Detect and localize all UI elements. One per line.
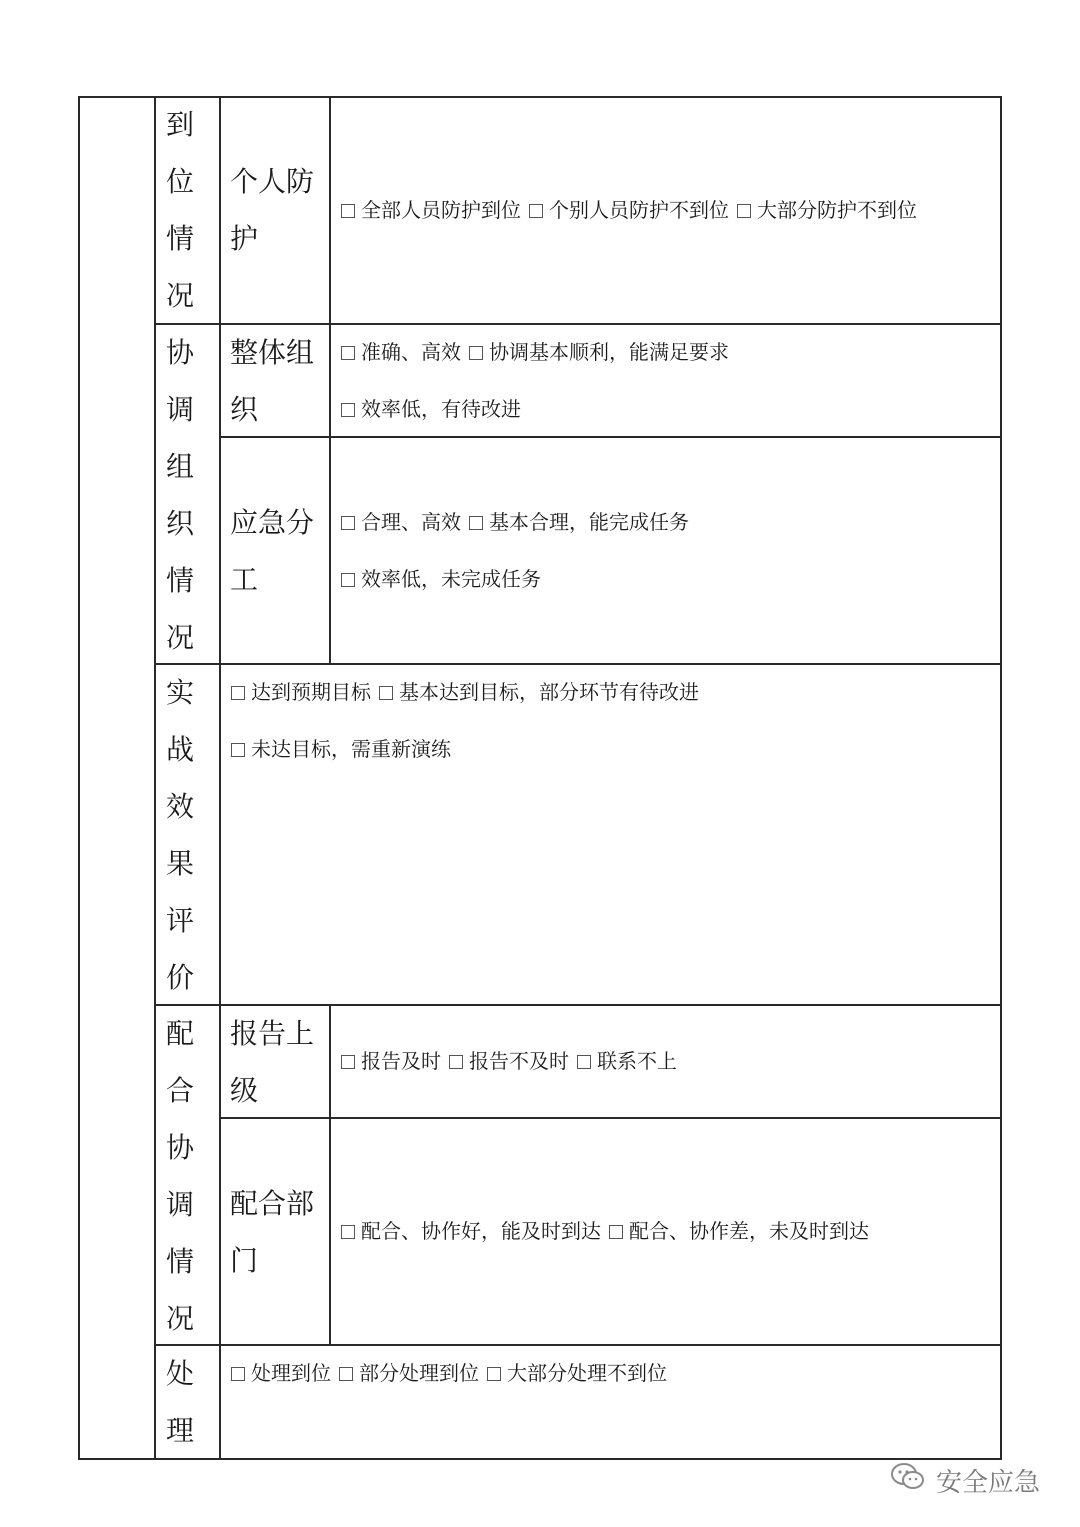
checkbox[interactable] [487,1367,501,1381]
group-label-char: 调 [165,393,194,426]
option-item[interactable] [341,551,541,608]
option-item[interactable] [341,182,521,239]
option-item[interactable] [577,1033,677,1090]
group-label-char: 协 [165,1131,194,1164]
option-item[interactable] [449,1033,569,1090]
group-label-char: 调 [165,1188,194,1221]
column-divider-2 [219,96,221,1460]
group-label-char: 理 [165,1414,194,1447]
watermark-text: 安全应急 [936,1468,1041,1498]
sub-label-cooperating-departments: 配合部门 [230,1187,315,1277]
group-label-coordination [160,324,200,666]
checkbox[interactable] [379,686,393,700]
options-cooperating-departments [341,1203,877,1260]
option-item[interactable] [231,721,451,778]
option-label: 联系不上 [597,1049,677,1073]
option-label: 处理到位 [251,1361,331,1385]
option-label: 配合、协作好，能及时到达 [361,1219,601,1243]
options-emergency-division [341,494,697,608]
checkbox[interactable] [341,346,355,360]
options-overall-organization [341,324,737,438]
checkbox[interactable] [341,1055,355,1069]
option-line [341,182,925,239]
option-item[interactable] [341,1033,441,1090]
group-label-char: 组 [165,450,194,483]
option-item[interactable] [469,324,729,381]
option-item[interactable] [341,324,461,381]
group-label-char: 情 [165,564,194,597]
checkbox[interactable] [577,1055,591,1069]
checkbox[interactable] [737,204,751,218]
group-label-char: 合 [165,1074,194,1107]
checkbox[interactable] [231,743,245,757]
sub-label-emergency-division: 应急分工 [230,506,315,596]
option-line [341,381,737,438]
group-label-char: 织 [165,507,194,540]
option-label: 效率低，未完成任务 [361,567,541,591]
option-line [341,494,697,551]
group-label-char: 协 [165,336,194,369]
option-line [341,551,697,608]
checkbox[interactable] [449,1055,463,1069]
group-label-handling [160,1345,200,1459]
checkbox[interactable] [609,1225,623,1239]
option-item[interactable] [737,182,917,239]
wechat-icon [890,1462,926,1499]
group-label-char: 况 [165,279,194,312]
checkbox[interactable] [231,686,245,700]
group-label-char: 战 [165,733,194,766]
group-label-char: 处 [165,1357,194,1390]
option-label: 报告及时 [361,1049,441,1073]
group-label-char: 到 [165,108,194,141]
option-label: 个别人员防护不到位 [549,198,729,222]
group-label-char: 评 [165,904,194,937]
option-item[interactable] [529,182,729,239]
column-divider-1 [154,96,156,1460]
option-label: 效率低，有待改进 [361,397,521,421]
group-label-char: 价 [165,961,194,994]
checkbox[interactable] [341,516,355,530]
options-personal-protection [341,182,925,239]
group-label-char: 况 [165,621,194,654]
checkbox[interactable] [469,516,483,530]
option-item[interactable] [231,1345,331,1402]
option-label: 达到预期目标 [251,680,371,704]
checkbox[interactable] [529,204,543,218]
group-label-char: 实 [165,676,194,709]
checkbox[interactable] [469,346,483,360]
checkbox[interactable] [341,1225,355,1239]
group-label-char: 位 [165,165,194,198]
group-label-cooperation [160,1005,200,1347]
sub-label-report-superior: 报告上级 [230,1017,315,1107]
table-border-right [1000,96,1002,1460]
option-line [231,664,707,721]
column-divider-3b [329,1004,331,1344]
option-label: 大部分处理不到位 [507,1361,667,1385]
watermark [890,1462,1040,1499]
group-label-char: 情 [165,1245,194,1278]
option-line [341,324,737,381]
option-label: 基本达到目标，部分环节有待改进 [399,680,699,704]
checkbox[interactable] [341,573,355,587]
sub-label-overall-organization: 整体组织 [230,336,315,426]
option-item[interactable] [379,664,699,721]
options-handling [231,1345,675,1402]
option-label: 未达目标，需重新演练 [251,737,451,761]
option-label: 合理、高效 [361,510,461,534]
option-label: 协调基本顺利，能满足要求 [489,340,729,364]
option-label: 报告不及时 [469,1049,569,1073]
column-divider-3a [329,96,331,663]
option-line [341,1033,685,1090]
checkbox[interactable] [341,204,355,218]
option-label: 全部人员防护到位 [361,198,521,222]
option-line [231,1345,675,1402]
option-item[interactable] [231,664,371,721]
row-divider-report [219,1117,1002,1119]
group-label-char: 况 [165,1302,194,1335]
option-label: 大部分防护不到位 [757,198,917,222]
option-label: 准确、高效 [361,340,461,364]
option-item[interactable] [341,1203,601,1260]
option-label: 配合、协作差，未及时到达 [629,1219,869,1243]
option-item[interactable] [609,1203,869,1260]
option-item[interactable] [339,1345,479,1402]
group-label-arrival [160,96,200,324]
option-label: 部分处理到位 [359,1361,479,1385]
option-item[interactable] [341,381,521,438]
group-label-char: 效 [165,790,194,823]
option-item[interactable] [341,494,461,551]
group-label-char: 情 [165,222,194,255]
table-border-top [78,96,1002,98]
option-item[interactable] [469,494,689,551]
table-border-left [78,96,80,1460]
group-label-effect [160,664,200,1006]
option-line [341,1203,877,1260]
options-combat-effect [231,664,707,778]
checkbox[interactable] [341,403,355,417]
group-label-char: 配 [165,1017,194,1050]
option-line [231,721,707,778]
option-item[interactable] [487,1345,667,1402]
option-label: 基本合理，能完成任务 [489,510,689,534]
checkbox[interactable] [231,1367,245,1381]
group-label-char: 果 [165,847,194,880]
sub-label-personal-protection: 个人防护 [230,165,315,255]
options-report-superior [341,1033,685,1090]
checkbox[interactable] [339,1367,353,1381]
table-border-bottom [78,1458,1002,1460]
